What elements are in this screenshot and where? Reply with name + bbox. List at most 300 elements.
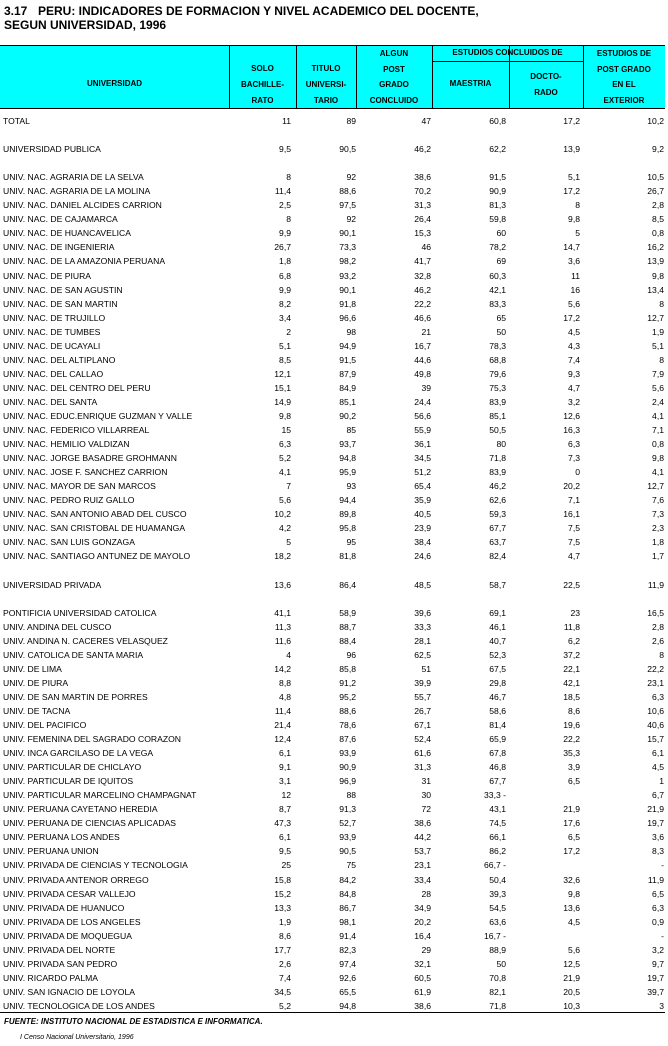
row-value-col-5: 17,2 [563, 186, 580, 197]
row-value-col-6: 12,7 [647, 481, 664, 492]
header-maestria: MAESTRIA [449, 79, 492, 88]
row-value-col-1: 9,1 [279, 762, 291, 773]
row-value-col-5: 18,5 [563, 691, 580, 702]
row-university-name: UNIV. NAC. HEMILIO VALDIZAN [3, 439, 130, 450]
row-value-col-2: 87,9 [339, 368, 356, 379]
row-value-col-1: 13,6 [274, 579, 291, 590]
table-row [0, 957, 668, 971]
row-value-col-2: 89,8 [339, 509, 356, 520]
row-spacer [0, 128, 668, 142]
table-row [0, 873, 668, 887]
row-value-col-1: 12 [281, 790, 291, 801]
row-value-col-5: 13,9 [563, 144, 580, 155]
row-value-col-6: 10,6 [647, 705, 664, 716]
row-value-col-4: 43,1 [489, 804, 506, 815]
row-value-col-3: 33,4 [414, 874, 431, 885]
row-value-col-5: 19,6 [563, 720, 580, 731]
row-value-col-2: 87,6 [339, 734, 356, 745]
row-value-col-3: 47 [421, 116, 431, 126]
row-value-col-4: 83,9 [489, 467, 506, 478]
row-value-col-4: 83,3 [489, 298, 506, 309]
row-value-col-3: 51,2 [414, 467, 431, 478]
row-university-name: UNIV. PRIVADA DEL NORTE [3, 944, 116, 955]
row-value-col-3: 29 [421, 944, 431, 955]
row-value-col-5: 5,6 [568, 298, 580, 309]
row-value-col-6: 10,5 [647, 172, 664, 183]
row-university-name: UNIV. NAC. JOSE F. SANCHEZ CARRION [3, 467, 168, 478]
row-university-name: UNIV. NAC. JORGE BASADRE GROHMANN [3, 453, 177, 464]
row-university-name: UNIV. PRIVADA DE MOQUEGUA [3, 930, 132, 941]
census-note: I Censo Nacional Universitario, 1996 [20, 1034, 134, 1041]
row-value-col-3: 72 [421, 804, 431, 815]
row-value-col-2: 92,6 [339, 972, 356, 983]
row-value-col-5: 17,6 [563, 818, 580, 829]
row-value-col-6: 2,8 [652, 621, 664, 632]
row-value-col-3: 24,4 [414, 396, 431, 407]
row-value-col-3: 26,4 [414, 214, 431, 225]
row-value-col-5: 3,2 [568, 396, 580, 407]
row-value-col-2: 90,2 [339, 410, 356, 421]
row-university-name: UNIV. PRIVADA SAN PEDRO [3, 958, 118, 969]
row-value-col-2: 91,5 [339, 354, 356, 365]
row-value-col-5: 5,6 [568, 944, 580, 955]
row-university-name: UNIV. PERUANA CAYETANO HEREDIA [3, 804, 158, 815]
table-row [0, 339, 668, 353]
row-university-name: UNIV. PERUANA LOS ANDES [3, 832, 120, 843]
row-value-col-6: 9,2 [652, 144, 664, 155]
table-row [0, 493, 668, 507]
table-row [0, 114, 668, 128]
row-value-col-5: 6,2 [568, 635, 580, 646]
row-value-col-4: 70,8 [489, 972, 506, 983]
row-value-col-1: 11,4 [274, 705, 291, 716]
row-value-col-1: 6,3 [279, 439, 291, 450]
row-value-col-1: 14,9 [274, 396, 291, 407]
row-value-col-1: 8,6 [279, 930, 291, 941]
table-row [0, 802, 668, 816]
row-value-col-2: 96,9 [339, 776, 356, 787]
table-row [0, 830, 668, 844]
row-value-col-1: 8,5 [279, 354, 291, 365]
table-row [0, 240, 668, 254]
row-value-col-1: 8,8 [279, 677, 291, 688]
header-titulo-universitario: TITULO UNIVERSI- TARIO [305, 64, 347, 105]
row-university-name: UNIV. PARTICULAR DE IQUITOS [3, 776, 134, 787]
table-row [0, 549, 668, 563]
header-solo-bachillerato: SOLO BACHILLE- RATO [240, 64, 285, 105]
row-value-col-1: 8,2 [279, 298, 291, 309]
table-row [0, 198, 668, 212]
row-value-col-3: 24,6 [414, 551, 431, 562]
row-value-col-3: 22,2 [414, 298, 431, 309]
row-value-col-2: 90,9 [339, 762, 356, 773]
row-value-col-2: 88,6 [339, 186, 356, 197]
row-value-col-1: 5,2 [279, 453, 291, 464]
row-value-col-5: 37,2 [563, 649, 580, 660]
row-value-col-6: 8,3 [652, 846, 664, 857]
table-row [0, 170, 668, 184]
row-value-col-2: 86,4 [339, 579, 356, 590]
row-value-col-2: 93,9 [339, 748, 356, 759]
row-university-name: UNIVERSIDAD PUBLICA [3, 144, 101, 155]
row-value-col-5: 4,5 [568, 916, 580, 927]
row-value-col-4: 50,5 [489, 425, 506, 436]
table-row [0, 254, 668, 268]
row-value-col-2: 84,9 [339, 382, 356, 393]
row-value-col-1: 2,6 [279, 958, 291, 969]
row-value-col-5: 0 [575, 467, 580, 478]
row-value-col-4: 46,2 [489, 481, 506, 492]
row-value-col-1: 14,2 [274, 663, 291, 674]
row-value-col-4: 33,3 - [484, 790, 506, 801]
row-value-col-5: 13,6 [563, 902, 580, 913]
row-value-col-6: 3 [659, 1000, 664, 1011]
row-university-name: UNIV. DE SAN MARTIN DE PORRES [3, 691, 148, 702]
row-value-col-3: 31,3 [414, 762, 431, 773]
row-university-name: UNIV. PRIVADA ANTENOR ORREGO [3, 874, 149, 885]
row-value-col-1: 21,4 [274, 720, 291, 731]
row-value-col-6: 6,3 [652, 902, 664, 913]
row-value-col-1: 9,8 [279, 410, 291, 421]
row-value-col-6: 3,2 [652, 944, 664, 955]
row-value-col-1: 3,1 [279, 776, 291, 787]
row-value-col-5: 6,3 [568, 439, 580, 450]
row-value-col-4: 82,4 [489, 551, 506, 562]
row-university-name: UNIV. NAC. DE UCAYALI [3, 340, 101, 351]
table-row [0, 971, 668, 985]
row-value-col-6: 39,7 [647, 986, 664, 997]
row-value-col-1: 12,4 [274, 734, 291, 745]
row-value-col-4: 75,3 [489, 382, 506, 393]
row-value-col-4: 67,5 [489, 663, 506, 674]
row-value-col-5: 4,5 [568, 326, 580, 337]
row-value-col-3: 70,2 [414, 186, 431, 197]
row-value-col-5: 16,1 [563, 509, 580, 520]
row-university-name: UNIV. DE PIURA [3, 677, 69, 688]
row-value-col-1: 15,1 [274, 382, 291, 393]
row-value-col-3: 53,7 [414, 846, 431, 857]
row-value-col-5: 3,9 [568, 762, 580, 773]
row-value-col-2: 78,6 [339, 720, 356, 731]
row-value-col-6: 4,1 [652, 410, 664, 421]
row-university-name: UNIV. CATOLICA DE SANTA MARIA [3, 649, 144, 660]
row-value-col-2: 88 [346, 790, 356, 801]
row-value-col-3: 40,5 [414, 509, 431, 520]
row-value-col-5: 20,2 [563, 481, 580, 492]
row-university-name: UNIV. FEMENINA DEL SAGRADO CORAZON [3, 734, 181, 745]
row-value-col-6: 16,2 [647, 242, 664, 253]
table-row [0, 999, 668, 1013]
row-university-name: UNIV. NAC. DE HUANCAVELICA [3, 228, 131, 239]
row-value-col-3: 62,5 [414, 649, 431, 660]
row-value-col-1: 9,5 [279, 144, 291, 155]
row-value-col-6: 6,3 [652, 691, 664, 702]
row-value-col-4: 65,9 [489, 734, 506, 745]
row-value-col-6: 8 [659, 649, 664, 660]
row-value-col-6: 19,7 [647, 972, 664, 983]
table-row [0, 578, 668, 592]
table-row [0, 212, 668, 226]
row-value-col-2: 90,5 [339, 846, 356, 857]
row-university-name: UNIV. PARTICULAR DE CHICLAYO [3, 762, 142, 773]
row-value-col-3: 15,3 [414, 228, 431, 239]
row-value-col-1: 7 [286, 481, 291, 492]
row-university-name: UNIV. NAC. DANIEL ALCIDES CARRION [3, 200, 162, 211]
row-university-name: UNIV. NAC. SAN CRISTOBAL DE HUAMANGA [3, 523, 186, 534]
row-value-col-2: 58,9 [339, 607, 356, 618]
row-university-name: UNIV. DE LIMA [3, 663, 62, 674]
row-value-col-6: 13,4 [647, 284, 664, 295]
table-row [0, 844, 668, 858]
row-value-col-4: 67,7 [489, 523, 506, 534]
table-row [0, 774, 668, 788]
row-value-col-6: 26,7 [647, 186, 664, 197]
table-row [0, 901, 668, 915]
row-value-col-4: 39,3 [489, 888, 506, 899]
row-value-col-2: 93 [346, 481, 356, 492]
row-value-col-2: 95 [346, 537, 356, 548]
row-value-col-6: 11,9 [647, 874, 664, 885]
row-value-col-3: 32,8 [414, 270, 431, 281]
row-value-col-3: 39,9 [414, 677, 431, 688]
row-value-col-6: 7,1 [652, 425, 664, 436]
row-value-col-5: 12,6 [563, 410, 580, 421]
row-value-col-4: 58,7 [489, 579, 506, 590]
row-value-col-1: 4,8 [279, 691, 291, 702]
row-value-col-1: 1,8 [279, 256, 291, 267]
table-row [0, 283, 668, 297]
row-university-name: UNIV. NAC. AGRARIA DE LA MOLINA [3, 186, 151, 197]
row-value-col-2: 90,1 [339, 284, 356, 295]
row-value-col-4: 88,9 [489, 944, 506, 955]
row-value-col-1: 5 [286, 537, 291, 548]
row-university-name: UNIV. NAC. DE LA AMAZONIA PERUANA [3, 256, 166, 267]
row-value-col-3: 49,8 [414, 368, 431, 379]
row-value-col-5: 4,7 [568, 551, 580, 562]
row-value-col-1: 9,5 [279, 846, 291, 857]
row-value-col-1: 15,8 [274, 874, 291, 885]
table-body [0, 114, 668, 1013]
row-value-col-1: 41,1 [274, 607, 291, 618]
row-value-col-4: 71,8 [489, 1000, 506, 1011]
row-value-col-4: 69 [496, 256, 506, 267]
row-value-col-6: 15,7 [647, 734, 664, 745]
row-value-col-1: 2 [286, 326, 291, 337]
row-value-col-3: 46,2 [414, 284, 431, 295]
row-value-col-6: 22,2 [647, 663, 664, 674]
row-value-col-4: 86,2 [489, 846, 506, 857]
row-value-col-6: 5,1 [652, 340, 664, 351]
table-row [0, 521, 668, 535]
row-value-col-1: 5,6 [279, 495, 291, 506]
row-value-col-2: 86,7 [339, 902, 356, 913]
row-value-col-2: 93,9 [339, 832, 356, 843]
row-value-col-1: 15,2 [274, 888, 291, 899]
row-value-col-3: 52,4 [414, 734, 431, 745]
row-value-col-6: 1,8 [652, 537, 664, 548]
table-row [0, 142, 668, 156]
row-value-col-1: 11 [282, 116, 291, 126]
table-row [0, 269, 668, 283]
row-value-col-6: 40,6 [647, 720, 664, 731]
row-value-col-6: 9,7 [652, 958, 664, 969]
row-value-col-5: 17,2 [563, 846, 580, 857]
table-row [0, 325, 668, 339]
row-value-col-2: 94,8 [339, 453, 356, 464]
row-value-col-1: 6,8 [279, 270, 291, 281]
table-row [0, 353, 668, 367]
row-value-col-5: 4,7 [568, 382, 580, 393]
row-value-col-3: 32,1 [414, 958, 431, 969]
row-university-name: UNIV. TECNOLOGICA DE LOS ANDES [3, 1000, 155, 1011]
row-value-col-2: 65,5 [339, 986, 356, 997]
row-value-col-2: 85 [346, 425, 356, 436]
row-value-col-5: 22,1 [563, 663, 580, 674]
row-university-name: UNIV. NAC. AGRARIA DE LA SELVA [3, 172, 144, 183]
row-value-col-1: 47,3 [274, 818, 291, 829]
row-value-col-2: 97,5 [339, 200, 356, 211]
row-university-name: UNIV. RICARDO PALMA [3, 972, 99, 983]
row-value-col-1: 10,2 [274, 509, 291, 520]
row-value-col-4: 79,6 [489, 368, 506, 379]
row-value-col-4: 67,8 [489, 748, 506, 759]
row-value-col-5: 21,9 [563, 972, 580, 983]
footer-divider [0, 1012, 665, 1013]
row-value-col-1: 6,1 [279, 748, 291, 759]
row-value-col-2: 96 [346, 649, 356, 660]
row-value-col-3: 55,9 [414, 425, 431, 436]
row-spacer [0, 564, 668, 578]
row-value-col-3: 31 [421, 776, 431, 787]
header-doctorado: DOCTO- RADO [530, 72, 562, 97]
row-value-col-5: 11 [571, 270, 580, 281]
row-value-col-2: 95,8 [339, 523, 356, 534]
table-row [0, 451, 668, 465]
table-row [0, 184, 668, 198]
row-value-col-3: 38,6 [414, 172, 431, 183]
row-university-name: UNIV. NAC. SANTIAGO ANTUNEZ DE MAYOLO [3, 551, 191, 562]
row-value-col-3: 23,9 [414, 523, 431, 534]
row-value-col-5: 7,4 [568, 354, 580, 365]
table-row [0, 718, 668, 732]
row-value-col-4: 81,4 [489, 720, 506, 731]
row-value-col-1: 34,5 [274, 986, 291, 997]
row-university-name: UNIV. NAC. DE SAN MARTIN [3, 298, 118, 309]
table-row [0, 943, 668, 957]
row-value-col-3: 28 [421, 888, 431, 899]
table-row [0, 732, 668, 746]
row-value-col-1: 4,1 [279, 467, 291, 478]
row-value-col-2: 73,3 [339, 242, 356, 253]
row-value-col-6: 11,9 [647, 579, 664, 590]
table-row [0, 788, 668, 802]
row-value-col-6: 3,6 [652, 832, 664, 843]
row-value-col-1: 13,3 [274, 902, 291, 913]
row-value-col-6: 2,3 [652, 523, 664, 534]
row-value-col-6: 4,1 [652, 467, 664, 478]
row-value-col-3: 21 [421, 326, 431, 337]
row-value-col-2: 97,4 [339, 958, 356, 969]
row-value-col-6: - [661, 930, 664, 941]
row-value-col-3: 56,6 [414, 410, 431, 421]
row-value-col-6: 21,9 [647, 804, 664, 815]
row-value-col-2: 92 [346, 172, 356, 183]
row-value-col-5: 5 [575, 228, 580, 239]
row-value-col-5: 8 [575, 200, 580, 211]
table-row [0, 690, 668, 704]
row-value-col-5: 22,2 [563, 734, 580, 745]
row-value-col-4: 59,8 [489, 214, 506, 225]
row-value-col-6: 6,1 [652, 748, 664, 759]
row-value-col-5: 12,5 [563, 958, 580, 969]
row-value-col-6: 7,9 [652, 368, 664, 379]
row-value-col-5: 4,3 [568, 340, 580, 351]
row-value-col-5: 9,8 [568, 888, 580, 899]
table-row [0, 929, 668, 943]
row-university-name: UNIV. NAC. DEL SANTA [3, 396, 98, 407]
row-value-col-1: 8 [286, 172, 291, 183]
row-value-col-2: 94,4 [339, 495, 356, 506]
table-row [0, 479, 668, 493]
row-university-name: UNIVERSIDAD PRIVADA [3, 579, 102, 590]
row-value-col-2: 85,8 [339, 663, 356, 674]
row-university-name: UNIV. NAC. SAN LUIS GONZAGA [3, 537, 135, 548]
row-value-col-6: 0,8 [652, 439, 664, 450]
row-value-col-3: 34,5 [414, 453, 431, 464]
source-note: FUENTE: INSTITUTO NACIONAL DE ESTADISTICA E INFORMATICA. [4, 1017, 263, 1026]
row-value-col-4: 46,8 [489, 762, 506, 773]
row-value-col-2: 91,3 [339, 804, 356, 815]
row-value-col-6: 9,8 [652, 270, 664, 281]
row-value-col-3: 30 [421, 790, 431, 801]
row-value-col-1: 9,9 [279, 284, 291, 295]
row-value-col-6: 8 [659, 298, 664, 309]
table-row [0, 423, 668, 437]
row-value-col-4: 81,3 [489, 200, 506, 211]
row-value-col-1: 8 [286, 214, 291, 225]
row-value-col-2: 94,9 [339, 340, 356, 351]
row-value-col-3: 46,2 [414, 144, 431, 155]
row-value-col-3: 44,6 [414, 354, 431, 365]
row-value-col-4: 59,3 [489, 509, 506, 520]
row-value-col-5: 9,8 [568, 214, 580, 225]
row-value-col-3: 34,9 [414, 902, 431, 913]
table-row [0, 887, 668, 901]
row-value-col-4: 58,6 [489, 705, 506, 716]
row-value-col-4: 69,1 [489, 607, 506, 618]
row-value-col-4: 66,7 - [484, 860, 506, 871]
row-university-name: UNIV. NAC. DE PIURA [3, 270, 92, 281]
row-value-col-1: 25 [281, 860, 291, 871]
row-value-col-3: 20,2 [414, 916, 431, 927]
row-value-col-2: 84,2 [339, 874, 356, 885]
row-value-col-3: 61,9 [414, 986, 431, 997]
row-university-name: UNIV. NAC. MAYOR DE SAN MARCOS [3, 481, 156, 492]
row-value-col-4: 62,2 [489, 144, 506, 155]
row-university-name: UNIV. NAC. DE SAN AGUSTIN [3, 284, 123, 295]
row-value-col-1: 15 [281, 425, 291, 436]
row-university-name: UNIV. NAC. DEL ALTIPLANO [3, 354, 116, 365]
table-row [0, 395, 668, 409]
row-university-name: UNIV. INCA GARCILASO DE LA VEGA [3, 748, 154, 759]
row-university-name: UNIV. ANDINA N. CACERES VELASQUEZ [3, 635, 168, 646]
header-estudios-concluidos: ESTUDIOS CONCLUIDOS DE [452, 48, 563, 57]
row-value-col-6: 16,5 [647, 607, 664, 618]
table-row [0, 437, 668, 451]
row-university-name: PONTIFICIA UNIVERSIDAD CATOLICA [3, 607, 157, 618]
table-row [0, 606, 668, 620]
table-row [0, 915, 668, 929]
